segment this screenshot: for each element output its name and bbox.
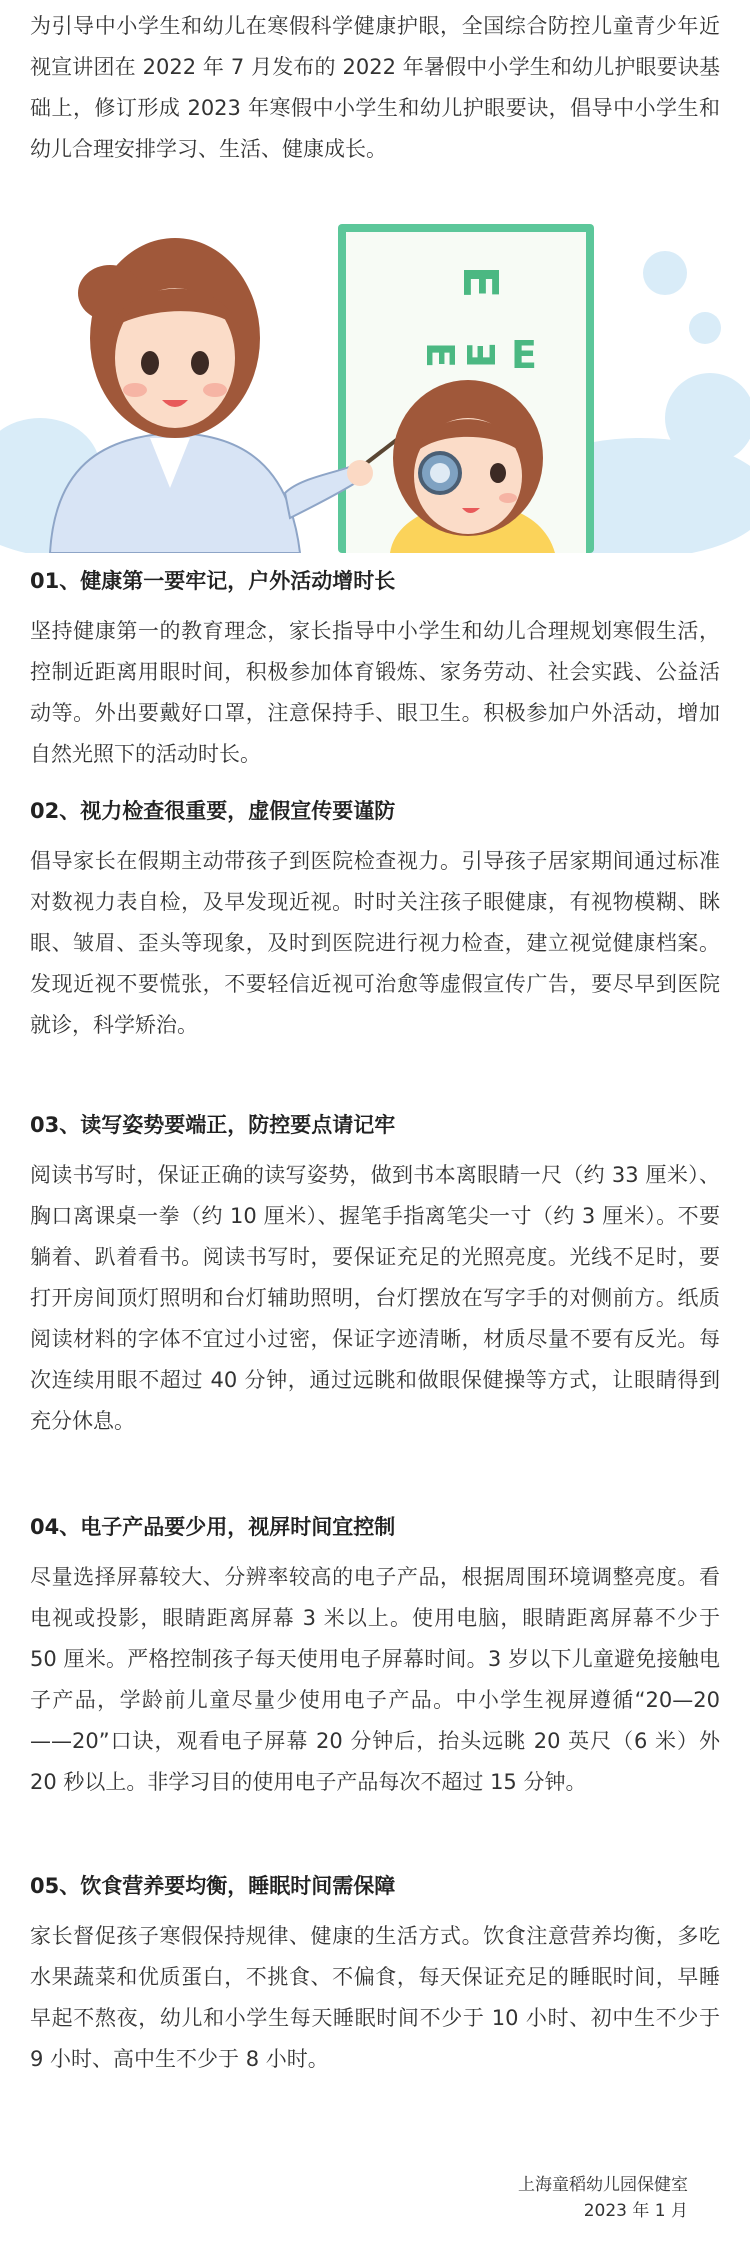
eye-chart-illustration [0,218,750,553]
chart-letter-row-1: E [452,265,508,299]
section-heading: 04、电子产品要少用，视屏时间宜控制 [30,1515,396,1539]
section-heading: 03、读写姿势要端正，防控要点请记牢 [30,1113,396,1137]
intro-paragraph: 为引导中小学生和幼儿在寒假科学健康护眼，全国综合防控儿童青少年近视宣讲团在 2022 年 7 月发布的 2022 年暑假中小学生和幼儿护眼要诀基础上，修订形成 2023 年寒假中小学生和幼儿护眼要诀，倡导中小学生和幼儿合理安排学习、生活、健康成长。 [30,14,720,161]
section-text: 坚持健康第一的教育理念，家长指导中小学生和幼儿合理规划寒假生活，控制近距离用眼时间，积极参加体育锻炼、家务劳动、社会实践、公益活动等。外出要戴好口罩，注意保持手、眼卫生。积极参加户外活动，增加自然光照下的活动时长。 [30,619,720,766]
footer-signature [518,2172,688,2224]
section-text: 尽量选择屏幕较大、分辨率较高的电子产品，根据周围环境调整亮度。看电视或投影，眼睛距离屏幕 3 米以上。使用电脑，眼睛距离屏幕不少于 50 厘米。严格控制孩子每天使用电子屏幕时间。3 岁以下儿童避免接触电子产品，学龄前儿童尽量少使用电子产品。中小学生视屏遵循“20—20——20”口诀，观看电子屏幕 20 分钟后，抬头远眺 20 英尺（6 米）外 20 秒以上。非学习目的使用电子产品每次不超过 15 分钟。 [30,1565,720,1794]
chart-letter-row-2c: E [511,333,537,377]
section-text: 阅读书写时，保证正确的读写姿势，做到书本离眼睛一尺（约 33 厘米）、胸口离课桌一拳（约 10 厘米）、握笔手指离笔尖一寸（约 3 厘米）。不要躺着、趴着看书。阅读书写时，要保证充足的光照亮度。光线不足时，要打开房间顶灯照明和台灯辅助照明，台灯摆放在写字手的对侧前方。纸质阅读材料的字体不宜过小过密，保证字迹清晰，材质尽量不要有反光。每次连续用眼不超过 40 分钟，通过远眺和做眼保健操等方式，让眼睛得到充分休息。 [30,1163,720,1433]
teacher-figure [50,238,373,553]
section-heading: 05、饮食营养要均衡，睡眠时间需保障 [30,1874,396,1898]
footer-org: 上海童稻幼儿园保健室 [518,2175,688,2195]
section-heading: 02、视力检查很重要，虚假宣传要谨防 [30,799,396,823]
section-text: 倡导家长在假期主动带孩子到医院检查视力。引导孩子居家期间通过标准对数视力表自检，及早发现近视。时时关注孩子眼健康，有视物模糊、眯眼、皱眉、歪头等现象，及时到医院进行视力检查，建立视觉健康档案。发现近视不要慌张，不要轻信近视可治愈等虚假宣传广告，要尽早到医院就诊，科学矫治。 [30,849,720,1037]
section-heading: 01、健康第一要牢记，户外活动增时长 [30,569,396,593]
section-text: 家长督促孩子寒假保持规律、健康的生活方式。饮食注意营养均衡，多吃水果蔬菜和优质蛋白，不挑食、不偏食，每天保证充足的睡眠时间，早睡早起不熬夜，幼儿和小学生每天睡眠时间不少于 10 小时、初中生不少于 9 小时、高中生不少于 8 小时。 [30,1924,720,2071]
chart-letter-row-2a: E [418,342,462,368]
chart-letter-row-2b: E [460,342,504,368]
footer-date: 2023 年 1 月 [583,2201,688,2221]
